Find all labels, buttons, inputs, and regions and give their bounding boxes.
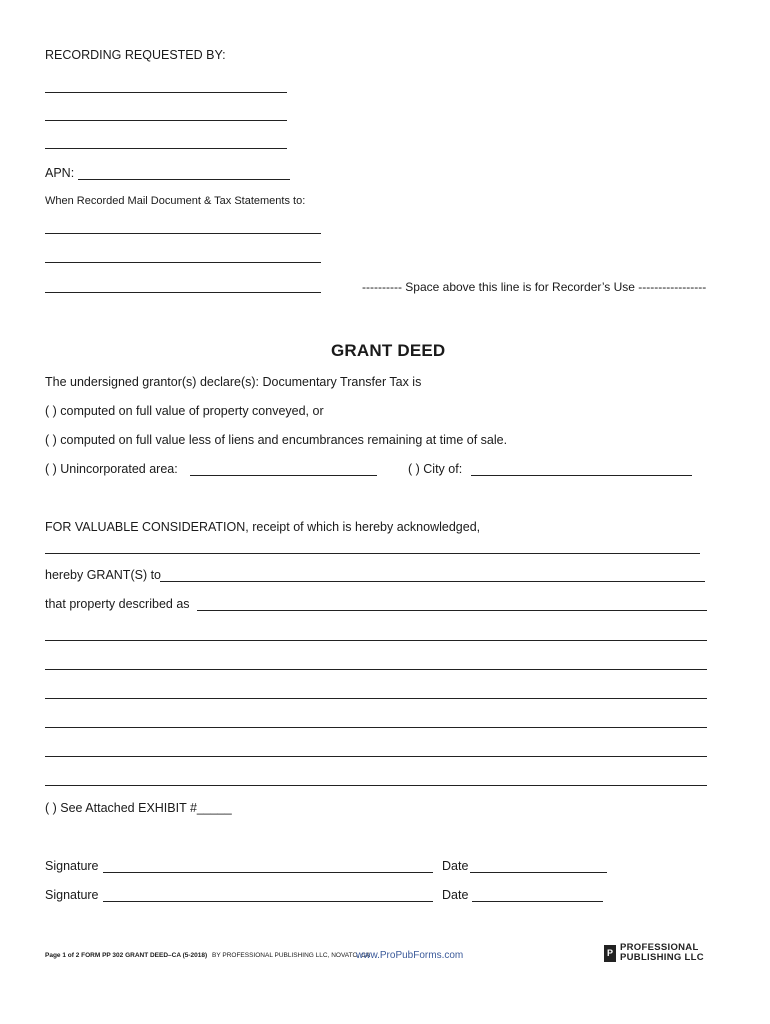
property-description-line-1[interactable] — [45, 626, 707, 641]
apn-label: APN: — [45, 166, 75, 180]
consideration-line[interactable] — [45, 539, 700, 554]
property-description-line-6[interactable] — [45, 771, 707, 786]
mail-to-line-2[interactable] — [45, 248, 321, 263]
logo-line-2: PUBLISHING LLC — [620, 952, 704, 963]
signature-2-field[interactable] — [103, 887, 433, 902]
footer-publisher-note: BY PROFESSIONAL PUBLISHING LLC, NOVATO, CA — [212, 952, 371, 959]
property-description-line-5[interactable] — [45, 742, 707, 757]
mail-to-label: When Recorded Mail Document & Tax Statements to: — [45, 195, 306, 207]
property-description-line-4[interactable] — [45, 713, 707, 728]
consideration-text: FOR VALUABLE CONSIDERATION, receipt of which is hereby acknowledged, — [45, 520, 481, 534]
logo-line-1: PROFESSIONAL — [620, 942, 699, 953]
date-2-field[interactable] — [472, 887, 603, 902]
option-unincorporated[interactable]: ( ) Unincorporated area: — [45, 462, 178, 476]
publisher-logo — [604, 943, 704, 963]
property-description-field[interactable] — [197, 596, 707, 611]
property-description-line-2[interactable] — [45, 655, 707, 670]
recording-requested-line-2[interactable] — [45, 106, 287, 121]
grantee-field[interactable] — [160, 567, 705, 582]
date-1-label: Date — [442, 859, 469, 873]
publisher-logo-icon: P — [604, 945, 616, 962]
declaration-intro: The undersigned grantor(s) declare(s): Documentary Transfer Tax is — [45, 375, 422, 389]
exhibit-option[interactable]: ( ) See Attached EXHIBIT #_____ — [45, 801, 232, 815]
signature-1-field[interactable] — [103, 858, 433, 873]
footer-form-id: Page 1 of 2 FORM PP 302 GRANT DEED–CA (5-2018) — [45, 952, 208, 959]
recording-requested-line-1[interactable] — [45, 78, 287, 93]
recording-requested-line-3[interactable] — [45, 134, 287, 149]
footer-url-link[interactable]: www.ProPubForms.com — [356, 950, 464, 961]
apn-field[interactable] — [78, 165, 290, 180]
mail-to-line-3[interactable] — [45, 278, 321, 293]
mail-to-line-1[interactable] — [45, 219, 321, 234]
publisher-logo-text — [620, 943, 704, 963]
date-1-field[interactable] — [470, 858, 607, 873]
property-described-label: that property described as — [45, 597, 190, 611]
signature-2-label: Signature — [45, 888, 99, 902]
property-description-line-3[interactable] — [45, 684, 707, 699]
date-2-label: Date — [442, 888, 469, 902]
recorder-space-note: ---------- Space above this line is for Recorder’s Use ----------------- — [362, 280, 707, 294]
city-field[interactable] — [471, 461, 692, 476]
unincorporated-area-field[interactable] — [190, 461, 377, 476]
document-title: GRANT DEED — [331, 341, 446, 360]
option-city[interactable]: ( ) City of: — [408, 462, 463, 476]
option-full-value[interactable]: ( ) computed on full value of property conveyed, or — [45, 404, 324, 418]
recording-requested-by-label: RECORDING REQUESTED BY: — [45, 48, 226, 62]
option-less-liens[interactable]: ( ) computed on full value less of liens and encumbrances remaining at time of sale. — [45, 433, 508, 447]
signature-1-label: Signature — [45, 859, 99, 873]
grants-to-label: hereby GRANT(S) to — [45, 568, 162, 582]
footer-form-info — [45, 952, 370, 959]
